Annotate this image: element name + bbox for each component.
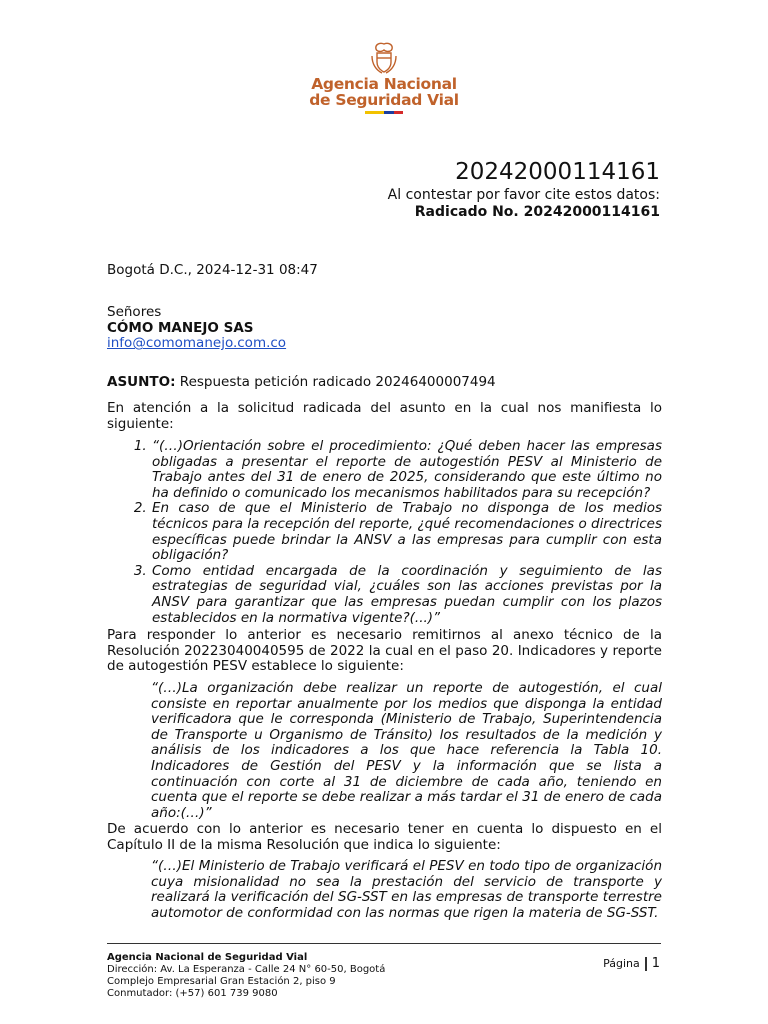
recipient-name: CÓMO MANEJO SAS: [107, 319, 254, 336]
page-indicator: [603, 956, 660, 971]
agency-name-line2: de Seguridad Vial: [309, 91, 459, 109]
radicado-cite-text: Al contestar por favor cite estos datos:: [387, 187, 660, 203]
salutation: Señores: [107, 304, 162, 320]
radicado-label: Radicado No. 20242000114161: [414, 204, 660, 220]
page-number: 1: [651, 956, 660, 971]
footer-address-line: Dirección: Av. La Esperanza - Calle 24 N° 60-50, Bogotá: [107, 964, 386, 975]
questions-list: [107, 439, 662, 626]
intro-paragraph: En atención a la solicitud radicada del asunto en la cual nos manifiesta lo siguiente:: [107, 400, 662, 432]
subject-line: [107, 375, 662, 391]
flag-yellow: [365, 111, 384, 114]
flag-blue: [384, 111, 394, 114]
page-label: Página: [603, 957, 640, 970]
question-item: 2. En caso de que el Ministerio de Trabajo no disponga de los medios técnicos para la recepción del reporte, ¿qué recomendaciones o directrices específicas puede brindar la ANSV a las empresas para cumplir con esta obligación?: [151, 501, 662, 563]
question-item: 3. Como entidad encargada de la coordinación y seguimiento de las estrategias de seguridad vial, ¿cuáles son las acciones previstas por la ANSV para garantizar que las empresas puedan cumplir con los plazos establecidos en la normativa vigente?(...)”: [151, 564, 662, 626]
agency-name-line1: Agencia Nacional: [311, 75, 457, 93]
footer-divider: [107, 943, 661, 944]
questions-list-wrap: [107, 439, 662, 626]
body-paragraph-2: Para responder lo anterior es necesario remitirnos al anexo técnico de la Resolución 20223040040595 de 2022 la cual en el paso 20. Indicadores y reporte de autogestión PESV establece lo siguiente:: [107, 627, 662, 675]
footer-complex-line: Complejo Empresarial Gran Estación 2, piso 9: [107, 976, 336, 987]
footer-phone-line: Conmutador: (+57) 601 739 9080: [107, 988, 278, 999]
radicado-number: 20242000114161: [455, 159, 660, 185]
place-date: Bogotá D.C., 2024-12-31 08:47: [107, 262, 318, 278]
question-item: 1. “(…)Orientación sobre el procedimiento: ¿Qué deben hacer las empresas obligadas a presentar el reporte de autogestión PESV al Ministerio de Trabajo antes del 31 de enero de 2025, considerando que este último no ha definido o comunicado los mecanismos habilitados para su recepción?: [151, 439, 662, 501]
recipient-email-link[interactable]: info@comomanejo.com.co: [107, 335, 287, 352]
page-separator: [645, 957, 647, 971]
subject-text: Respuesta petición radicado 20246400007494: [175, 374, 496, 390]
footer-address: [107, 952, 385, 1000]
flag-red: [394, 111, 403, 114]
quote-2: “(…)El Ministerio de Trabajo verificará el PESV en todo tipo de organización cuya misionalidad no sea la prestación del servicio de transporte y realizará la verificación del SG-SST en las empresas de transporte terrestre automotor de conformidad con las normas que rigen la materia de SG-SST.: [151, 858, 662, 921]
coat-of-arms-icon: [366, 40, 402, 76]
quote-1-wrap: [107, 681, 662, 821]
body-paragraph-3: De acuerdo con lo anterior es necesario tener en cuenta lo dispuesto en el Capítulo II de la misma Resolución que indica lo siguiente:: [107, 821, 662, 853]
agency-logo: [300, 40, 468, 114]
radicado-block: [388, 158, 660, 221]
quote-2-wrap: [107, 859, 662, 921]
flag-stripe: [365, 111, 403, 114]
quote-1: “(…)La organización debe realizar un reporte de autogestión, el cual consiste en reportar anualmente por los medios que disponga la entidad verificadora que le corresponda (Ministerio de Trabajo, Superintendencia de Transporte u Organismo de Tránsito) los resultados de la medición y análisis de los indicadores a los que hace referencia la Tabla 10. Indicadores de Gestión del PESV y la información que se lista a continuación con corte al 31 de diciembre de cada año, teniendo en cuenta que el reporte se debe realizar a más tardar el 31 de enero de cada año:(…)”: [151, 680, 662, 821]
recipient-block: [107, 305, 662, 352]
subject-label: ASUNTO:: [107, 374, 176, 390]
footer-agency: Agencia Nacional de Seguridad Vial: [107, 952, 308, 963]
